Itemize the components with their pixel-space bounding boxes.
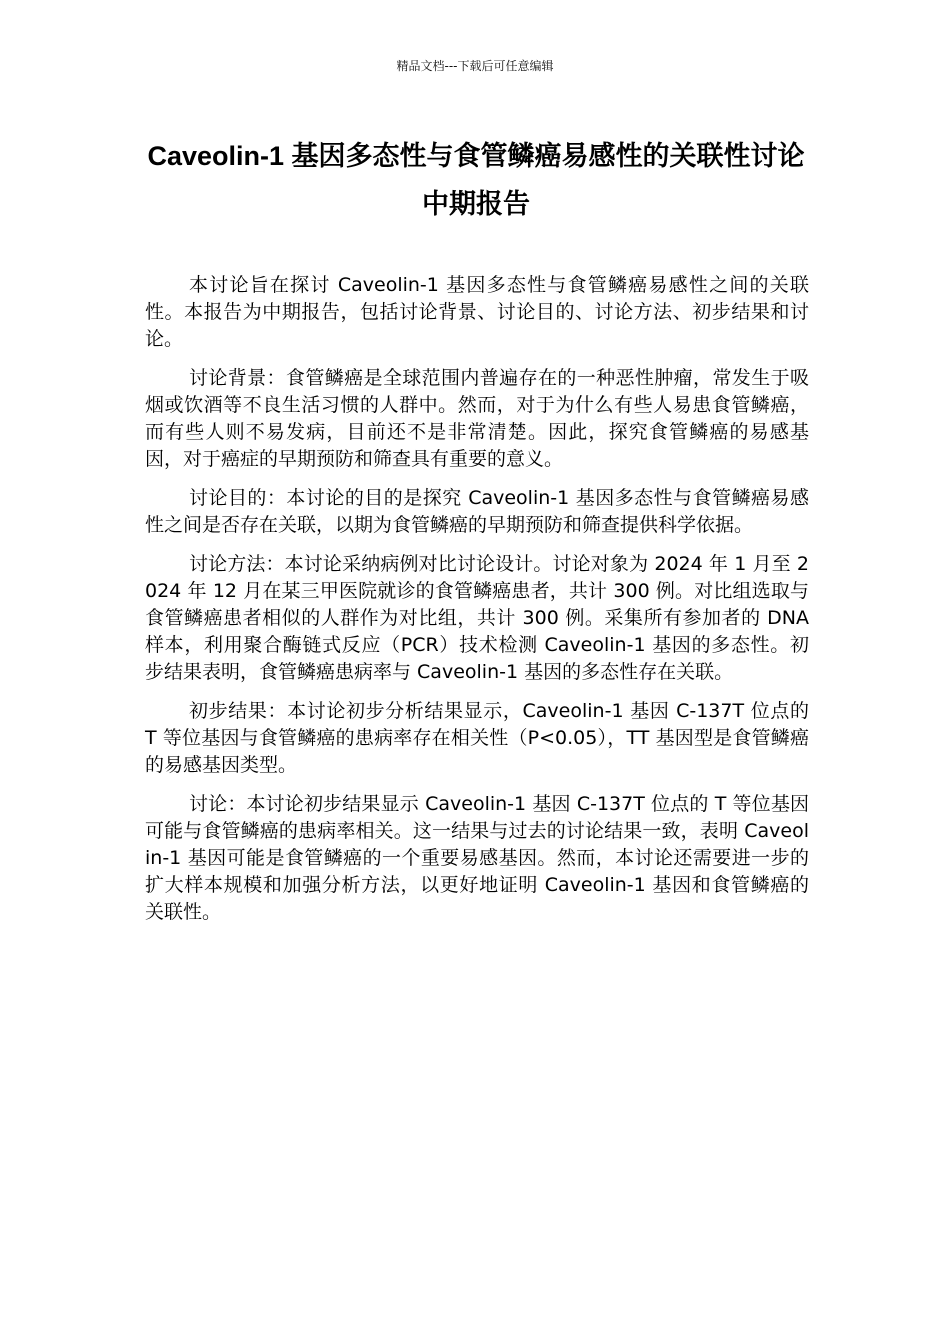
- header-note: 精品文档---下载后可任意编辑: [396, 59, 554, 73]
- paragraph-preliminary-results: 初步结果：本讨论初步分析结果显示，Caveolin-1 基因 C-137T 位点的 T 等位基因与食管鳞癌的患病率存在相关性（P<0.05），TT 基因型是食管鳞癌的易感基因类型。: [145, 700, 809, 776]
- paragraph-intro: 本讨论旨在探讨 Caveolin-1 基因多态性与食管鳞癌易感性之间的关联性。本报告为中期报告，包括讨论背景、讨论目的、讨论方法、初步结果和讨论。: [145, 274, 809, 350]
- paragraph-objective: 讨论目的：本讨论的目的是探究 Caveolin-1 基因多态性与食管鳞癌易感性之间是否存在关联，以期为食管鳞癌的早期预防和筛查提供科学依据。: [145, 487, 809, 536]
- paragraph-background: 讨论背景：食管鳞癌是全球范围内普遍存在的一种恶性肿瘤，常发生于吸烟或饮酒等不良生活习惯的人群中。然而，对于为什么有些人易患食管鳞癌，而有些人则不易发病，目前还不是非常清楚。因此，探究食管鳞癌的易感基因，对于癌症的早期预防和筛查具有重要的意义。: [145, 367, 809, 470]
- document-body: [145, 272, 809, 938]
- paragraph-discussion: 讨论：本讨论初步结果显示 Caveolin-1 基因 C-137T 位点的 T 等位基因可能与食管鳞癌的患病率相关。这一结果与过去的讨论结果一致，表明 Caveolin-1 基因可能是食管鳞癌的一个重要易感基因。然而，本讨论还需要进一步的扩大样本规模和加强分析方法，以更好地证明 Caveolin-1 基因和食管鳞癌的关联性。: [145, 793, 809, 923]
- paragraph-methods: 讨论方法：本讨论采纳病例对比讨论设计。讨论对象为 2024 年 1 月至 2024 年 12 月在某三甲医院就诊的食管鳞癌患者，共计 300 例。对比组选取与食管鳞癌患者相似的人群作为对比组，共计 300 例。采集所有参加者的 DNA 样本，利用聚合酶链式反应（PCR）技术检测 Caveolin-1 基因的多态性。初步结果表明，食管鳞癌患病率与 Caveolin-1 基因的多态性存在关联。: [145, 553, 809, 683]
- document-title: Caveolin-1 基因多态性与食管鳞癌易感性的关联性讨论中期报告: [147, 141, 805, 219]
